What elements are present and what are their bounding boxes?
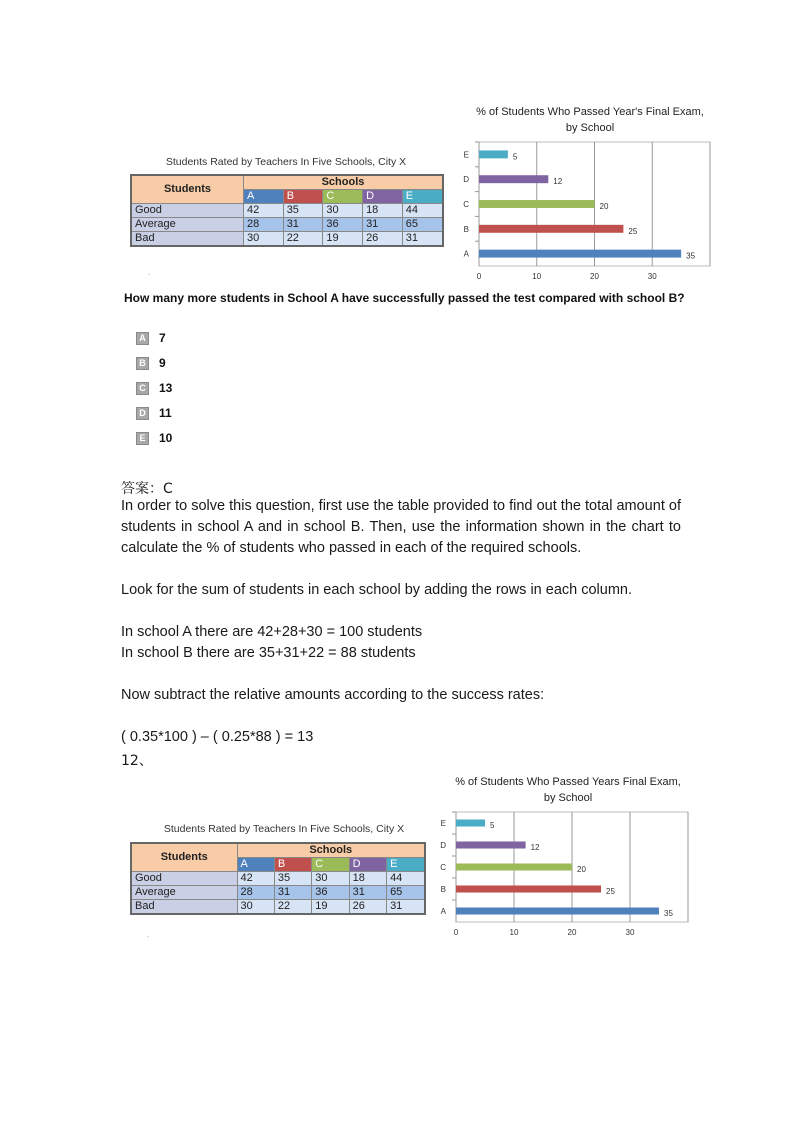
table-row — [131, 232, 443, 247]
chart-title — [465, 104, 715, 136]
table-cell: 36 — [323, 218, 363, 232]
chart2-category-label: B — [440, 885, 446, 894]
table2-col-header-b: B — [274, 858, 311, 872]
answer-options — [136, 329, 172, 454]
table2-col-header-d: D — [349, 858, 386, 872]
chart-subtitle: by School — [565, 122, 615, 134]
option-letter-badge: B — [136, 357, 149, 370]
table2-row-label: Bad — [131, 900, 237, 915]
table-row-label: Bad — [131, 232, 244, 247]
table-title: Students Rated by Teachers In Five Schools, City X — [165, 156, 407, 168]
chart2-bar-e — [456, 819, 485, 826]
chart-category-label: C — [463, 200, 469, 209]
chart-category-label: A — [463, 249, 469, 259]
ratings-table-2 — [130, 842, 426, 915]
table2-cell: 18 — [349, 872, 386, 886]
table-cell: 22 — [283, 232, 323, 247]
table-col-header-e: E — [402, 190, 443, 204]
option-value: 10 — [159, 431, 173, 445]
table-row-label: Average — [131, 218, 244, 232]
table-corner-label: Students — [131, 175, 244, 204]
option-letter-badge: C — [136, 382, 149, 395]
table-cell: 19 — [323, 232, 363, 247]
table-col-header-c: C — [323, 190, 363, 204]
table2-cell: 22 — [274, 900, 311, 915]
table2-col-header-a: A — [237, 858, 274, 872]
option-b[interactable] — [136, 354, 172, 372]
table2-row-label: Good — [131, 872, 237, 886]
chart-x-tick-label: 0 — [476, 272, 482, 281]
table2-cell: 30 — [237, 900, 274, 915]
table2-cell: 42 — [237, 872, 274, 886]
table2-row — [131, 900, 425, 915]
chart2-title-line1: % of Students Who Passed Years Final Exam, — [455, 776, 681, 788]
table-cell: 28 — [244, 218, 284, 232]
chart-x-tick-label: 10 — [532, 272, 542, 281]
chart2-bar-c — [456, 863, 572, 870]
chart2-subtitle: by School — [543, 792, 593, 804]
chart2-bar-b — [456, 885, 601, 892]
table2-row — [131, 872, 425, 886]
pass-rate-chart — [455, 136, 725, 286]
chart-x-tick-label: 30 — [647, 272, 657, 281]
chart2-value-label: 25 — [606, 887, 615, 896]
chart2-bar-a — [456, 907, 659, 914]
table-cell: 31 — [283, 218, 323, 232]
table2-cell: 36 — [312, 886, 349, 900]
school-a-sum: In school A there are 42+28+30 = 100 students — [121, 624, 423, 640]
table-cell: 18 — [363, 204, 403, 218]
chart2-value-label: 20 — [577, 865, 586, 874]
table2-col-header-c: C — [312, 858, 349, 872]
chart2-category-label: A — [440, 907, 446, 916]
stray-dot-2: . — [147, 930, 150, 939]
option-letter-badge: D — [136, 407, 149, 420]
table-cell: 35 — [283, 204, 323, 218]
table-row — [131, 218, 443, 232]
table2-cell: 44 — [387, 872, 425, 886]
table2-cell: 31 — [349, 886, 386, 900]
table-cell: 65 — [402, 218, 443, 232]
chart-value-label: 20 — [599, 202, 609, 211]
chart-category-label: E — [463, 150, 469, 160]
chart-value-label: 5 — [512, 152, 518, 162]
table-col-header-b: B — [283, 190, 323, 204]
table-cell: 42 — [244, 204, 284, 218]
chart-title-line1: % of Students Who Passed Year's Final Exam, — [476, 106, 704, 118]
table-cell: 30 — [323, 204, 363, 218]
chart-bar-a — [479, 250, 681, 258]
ratings-table — [130, 174, 444, 247]
table-cell: 31 — [363, 218, 403, 232]
option-d[interactable] — [136, 404, 172, 422]
option-letter-badge: E — [136, 432, 149, 445]
chart2-x-tick-label: 30 — [625, 928, 635, 937]
chart2-value-label: 35 — [664, 909, 673, 918]
chart-bar-b — [479, 225, 623, 233]
chart-bar-e — [479, 150, 508, 158]
table2-corner-label: Students — [131, 843, 237, 872]
table2-cell: 19 — [312, 900, 349, 915]
option-e[interactable] — [136, 429, 172, 447]
table2-cell: 26 — [349, 900, 386, 915]
chart-value-label: 12 — [553, 177, 563, 187]
school-b-sum: In school B there are 35+31+22 = 88 students — [121, 645, 416, 661]
explanation-paragraph-2: Look for the sum of students in each school by adding the rows in each column. — [121, 582, 633, 598]
chart2-x-tick-label: 10 — [509, 928, 519, 937]
answer-label: 答案：C — [121, 481, 173, 497]
chart2-value-label: 12 — [530, 843, 540, 852]
table-cell: 44 — [402, 204, 443, 218]
option-a[interactable] — [136, 329, 172, 347]
chart2-category-label: E — [440, 819, 446, 828]
table-col-header-d: D — [363, 190, 403, 204]
question-number: 12、 — [121, 753, 153, 769]
chart2-category-label: D — [440, 841, 446, 850]
formula: ( 0.35*100 ) – ( 0.25*88 ) = 13 — [121, 729, 314, 745]
table2-col-header-e: E — [387, 858, 425, 872]
chart-bar-c — [479, 200, 595, 208]
table-cell: 31 — [402, 232, 443, 247]
chart2-bar-d — [456, 841, 526, 848]
option-value: 9 — [159, 356, 166, 370]
question-text: How many more students in School A have successfully passed the test compared with school B? — [124, 291, 685, 305]
table2-group-label: Schools — [237, 843, 425, 858]
chart-category-label: D — [463, 175, 469, 185]
table2-row — [131, 886, 425, 900]
table2-row-label: Average — [131, 886, 237, 900]
chart-value-label: 35 — [686, 251, 696, 261]
chart-value-label: 25 — [628, 226, 638, 236]
table-cell: 30 — [244, 232, 284, 247]
table2-cell: 35 — [274, 872, 311, 886]
table-col-header-a: A — [244, 190, 284, 204]
table-row-label: Good — [131, 204, 244, 218]
option-value: 13 — [159, 381, 173, 395]
chart-x-tick-label: 20 — [590, 272, 599, 281]
table2-cell: 31 — [387, 900, 425, 915]
table2-cell: 31 — [274, 886, 311, 900]
option-value: 11 — [159, 406, 172, 420]
option-c[interactable] — [136, 379, 172, 397]
chart2-value-label: 5 — [490, 821, 495, 830]
chart2-x-tick-label: 0 — [453, 928, 459, 937]
chart2-category-label: C — [440, 863, 446, 872]
option-value: 7 — [159, 331, 166, 345]
table2-cell: 28 — [237, 886, 274, 900]
table2-cell: 65 — [387, 886, 425, 900]
explanation-paragraph-1: In order to solve this question, first use the table provided to find out the total amount of students in school A and in school B. Then, use the information shown in the chart to calculate the % of students who passed in each of the required schools. — [121, 498, 681, 556]
table2-cell: 30 — [312, 872, 349, 886]
chart-category-label: B — [463, 224, 469, 234]
chart-bar-d — [479, 175, 548, 183]
chart2-x-tick-label: 20 — [567, 928, 577, 937]
chart2-title — [443, 774, 693, 806]
table2-title: Students Rated by Teachers In Five Schools, City X — [163, 823, 405, 835]
table-group-label: Schools — [244, 175, 444, 190]
option-letter-badge: A — [136, 332, 149, 345]
stray-dot: . — [148, 268, 151, 277]
table-row — [131, 204, 443, 218]
table-cell: 26 — [363, 232, 403, 247]
pass-rate-chart-2 — [436, 808, 708, 943]
explanation-paragraph-3: Now subtract the relative amounts according to the success rates: — [121, 687, 545, 703]
